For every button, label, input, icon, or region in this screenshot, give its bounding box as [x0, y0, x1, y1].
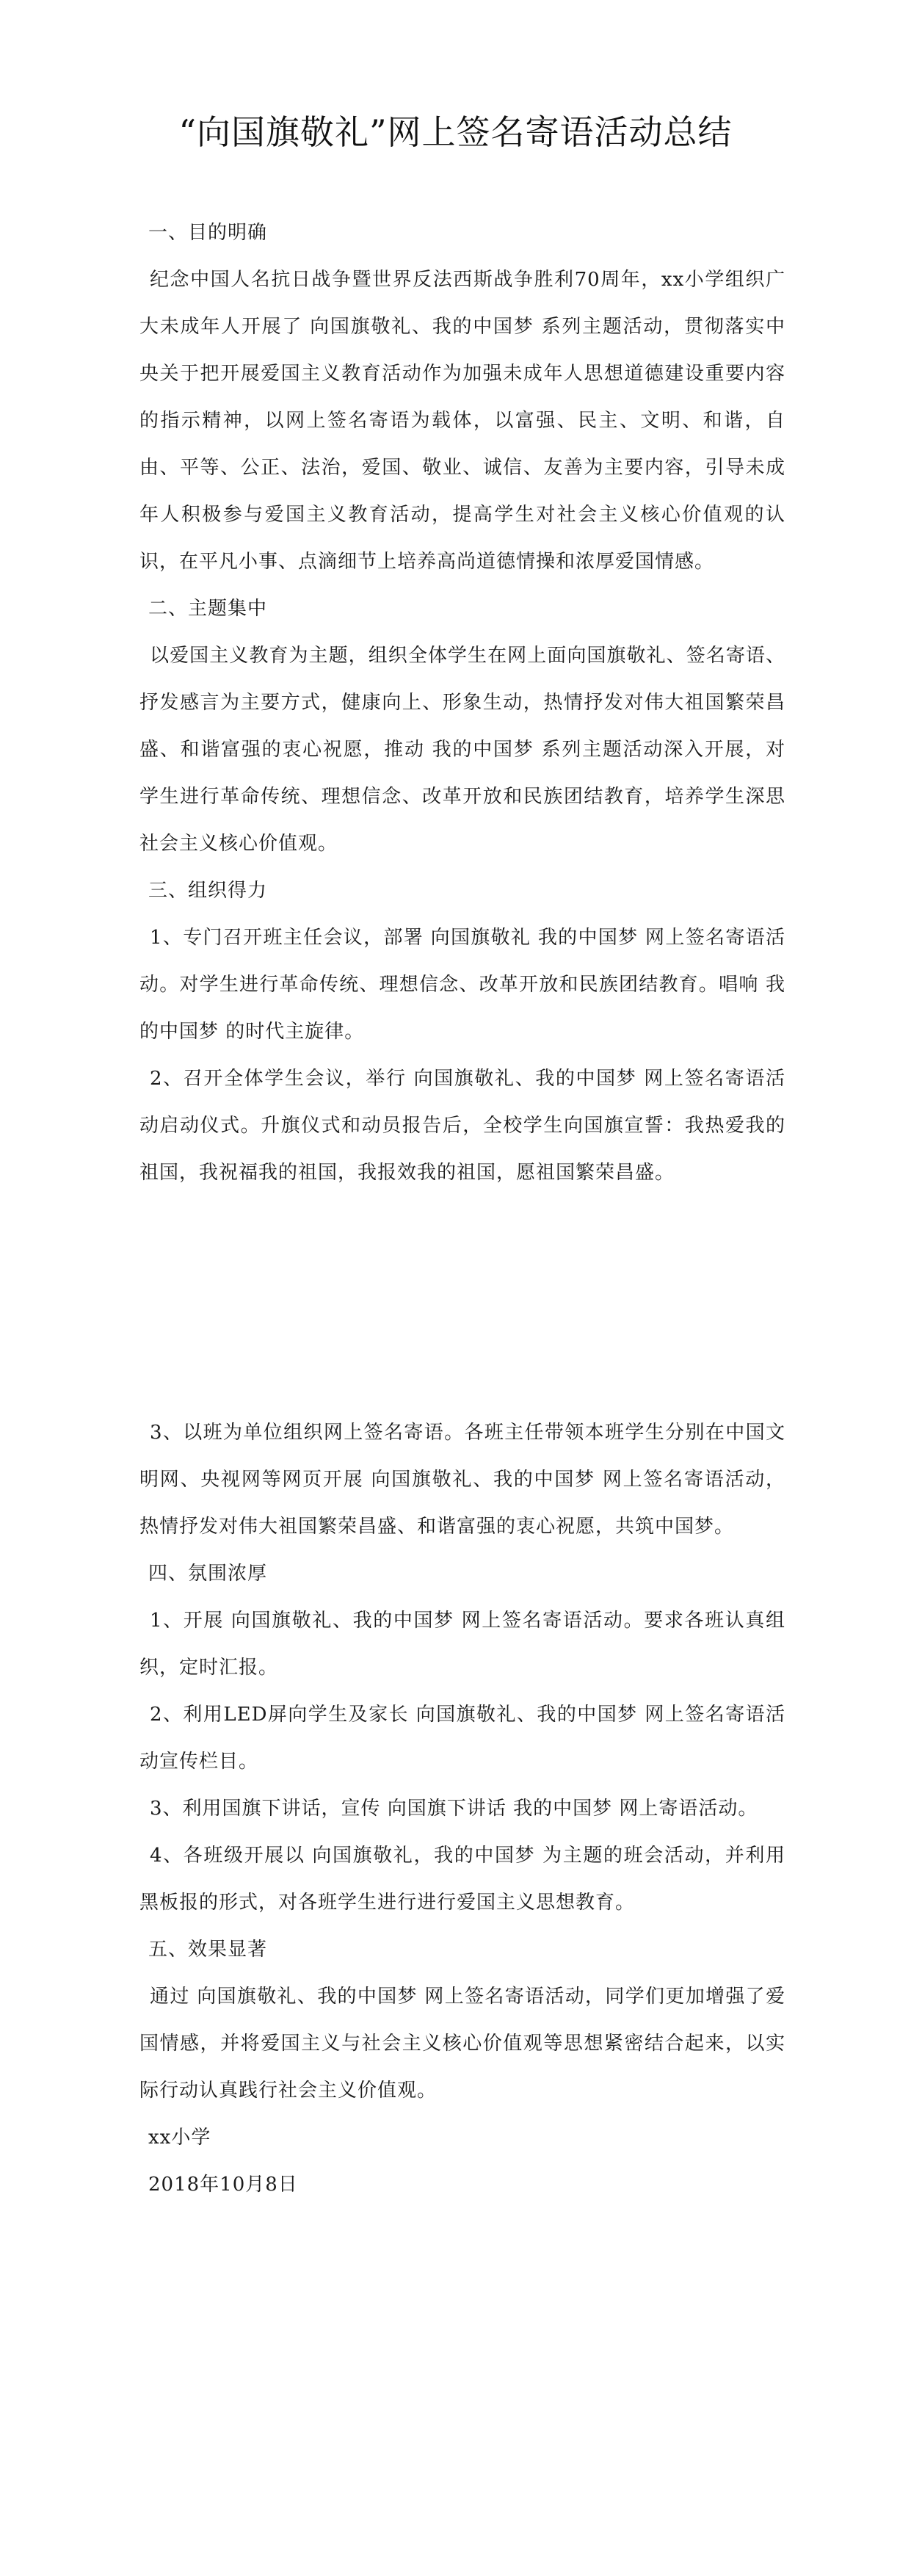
- paragraph: 3、利用国旗下讲话，宣传 向国旗下讲话 我的中国梦 网上寄语活动。: [150, 1798, 758, 1820]
- document-body: [139, 209, 785, 2208]
- paragraph: 2、利用LED屏向学生及家长 向国旗敬礼、我的中国梦 网上签名寄语活动宣传栏目。: [139, 1704, 785, 1773]
- date: 2018年10月8日: [148, 2174, 298, 2196]
- paragraph: 以爱国主义教育为主题，组织全体学生在网上面向国旗敬礼、签名寄语、抒发感言为主要方式，健康向上、形象生动，热情抒发对伟大祖国繁荣昌盛、和谐富强的衷心祝愿，推动 我的中国梦 系列主题活动深入开展，对学生进行革命传统、理想信念、改革开放和民族团结教育，培养学生深思社会主义核心价值观。: [139, 645, 785, 855]
- paragraph: 1、开展 向国旗敬礼、我的中国梦 网上签名寄语活动。要求各班认真组织，定时汇报。: [139, 1610, 785, 1679]
- paragraph: 纪念中国人名抗日战争暨世界反法西斯战争胜利70周年，xx小学组织广大未成年人开展了 向国旗敬礼、我的中国梦 系列主题活动，贯彻落实中央关于把开展爱国主义教育活动作为加强未成年人思想道德建设重要内容的指示精神，以网上签名寄语为载体，以富强、民主、文明、和谐，自由、平等、公正、法治，爱国、敬业、诚信、友善为主要内容，引导未成年人积极参与爱国主义教育活动，提高学生对社会主义核心价值观的认识，在平凡小事、点滴细节上培养高尚道德情操和浓厚爱国情感。: [139, 269, 785, 573]
- section-heading-organization: 三、组织得力: [148, 880, 268, 902]
- paragraph: 4、各班级开展以 向国旗敬礼，我的中国梦 为主题的班会活动，并利用黑板报的形式，对各班学生进行进行爱国主义思想教育。: [139, 1845, 785, 1914]
- paragraph: 2、召开全体学生会议，举行 向国旗敬礼、我的中国梦 网上签名寄语活动启动仪式。升旗仪式和动员报告后，全校学生向国旗宣誓：我热爱我的祖国，我祝福我的祖国，我报效我的祖国，愿祖国繁荣昌盛。: [139, 1068, 785, 1184]
- paragraph: 1、专门召开班主任会议，部署 向国旗敬礼 我的中国梦 网上签名寄语活动。对学生进行革命传统、理想信念、改革开放和民族团结教育。唱响 我的中国梦 的时代主旋律。: [139, 927, 785, 1043]
- blank-space: [139, 1196, 785, 1409]
- section-heading-purpose: 一、目的明确: [148, 222, 268, 244]
- section-heading-atmosphere: 四、氛围浓厚: [148, 1563, 268, 1585]
- section-heading-theme: 二、主题集中: [148, 598, 268, 620]
- paragraph: 3、以班为单位组织网上签名寄语。各班主任带领本班学生分别在中国文明网、央视网等网页开展 向国旗敬礼、我的中国梦 网上签名寄语活动，热情抒发对伟大祖国繁荣昌盛、和谐富强的衷心祝愿，共筑中国梦。: [139, 1422, 785, 1538]
- signature: xx小学: [148, 2127, 211, 2149]
- paragraph: 通过 向国旗敬礼、我的中国梦 网上签名寄语活动，同学们更加增强了爱国情感，并将爱国主义与社会主义核心价值观等思想紧密结合起来，以实际行动认真践行社会主义价值观。: [139, 1986, 785, 2102]
- section-heading-results: 五、效果显著: [148, 1939, 268, 1961]
- page-title: “向国旗敬礼”网上签名寄语活动总结: [178, 112, 733, 152]
